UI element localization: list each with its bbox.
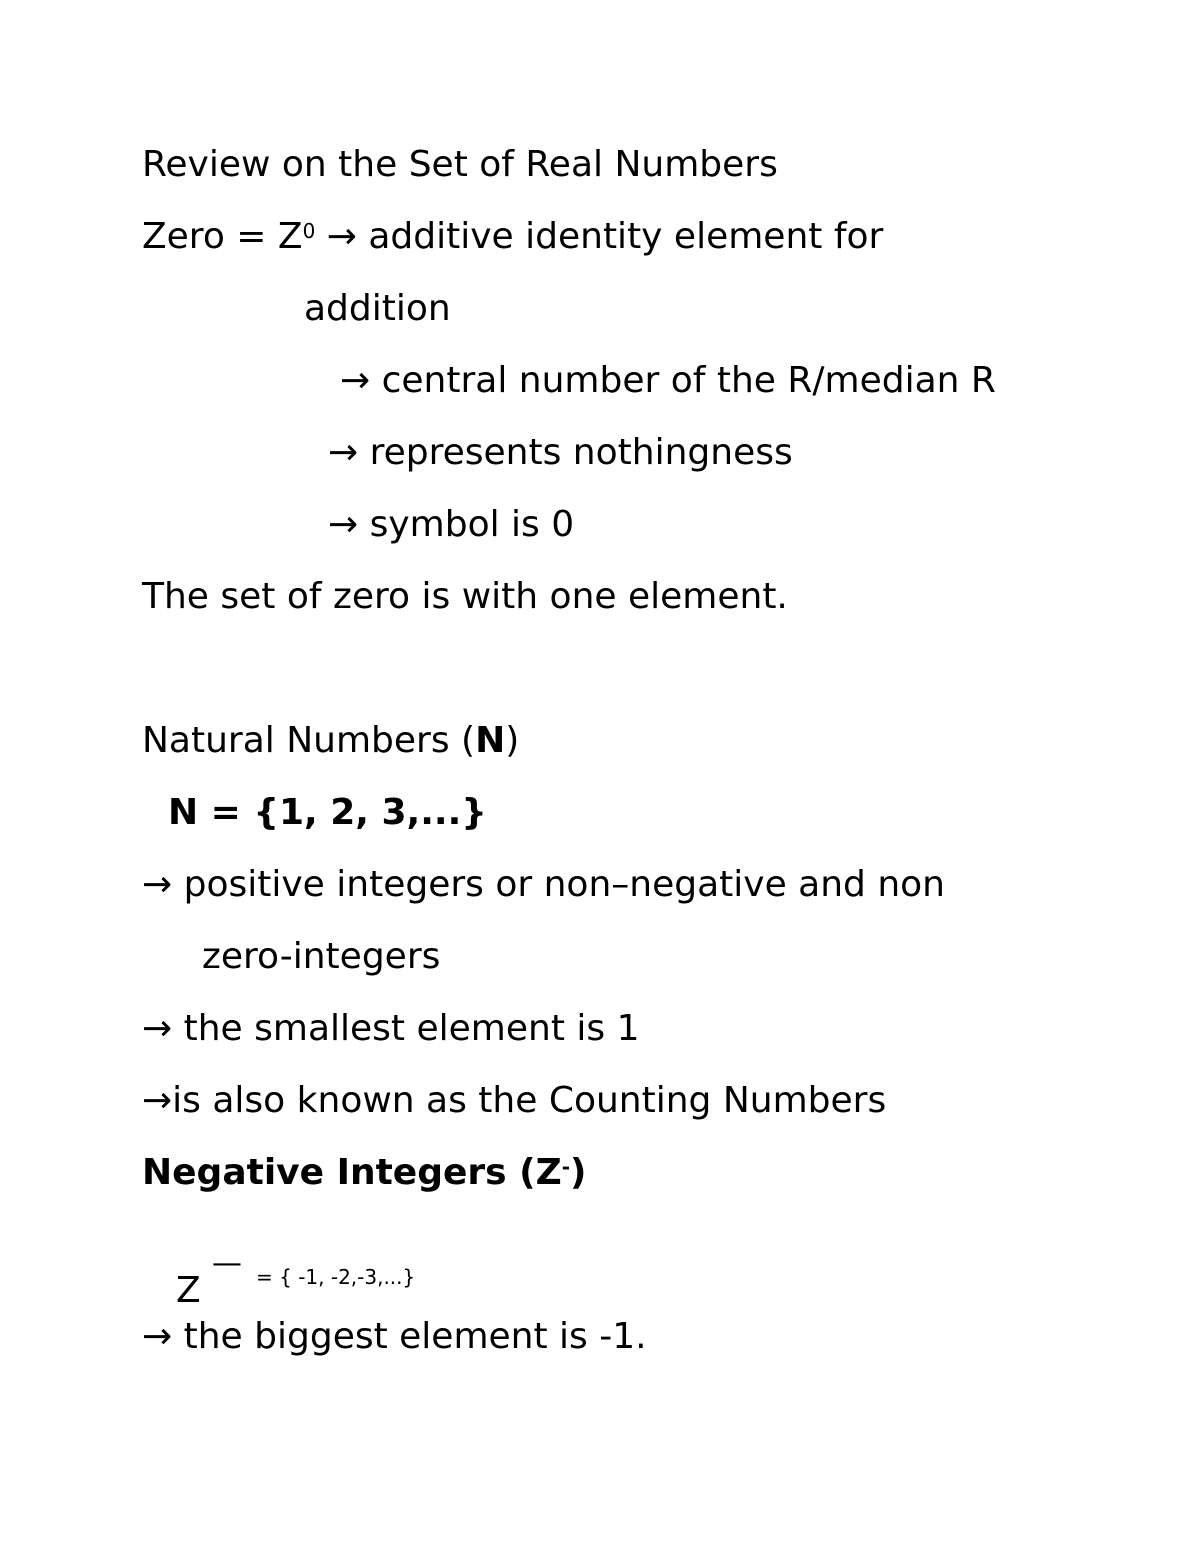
natural-heading xyxy=(142,721,519,761)
negative-bullet: → the biggest element is -1. xyxy=(142,1316,647,1357)
negative-set-letter: Z xyxy=(176,1270,201,1311)
negative-set-bar: — xyxy=(212,1246,242,1281)
natural-heading-symbol: N xyxy=(475,720,506,761)
negative-heading-close: ) xyxy=(570,1152,587,1193)
zero-continuation: addition xyxy=(304,288,451,329)
negative-heading-superscript: - xyxy=(561,1155,570,1179)
zero-arrow-2: → central number of the R/median R xyxy=(340,360,996,401)
zero-superscript: 0 xyxy=(302,219,316,243)
zero-summary: The set of zero is with one element. xyxy=(142,576,788,617)
zero-arrow-4: → symbol is 0 xyxy=(328,504,575,545)
natural-heading-text: Natural Numbers ( xyxy=(142,720,476,761)
negative-heading xyxy=(142,1153,586,1193)
page-title: Review on the Set of Real Numbers xyxy=(142,144,778,185)
natural-heading-close: ) xyxy=(505,720,520,761)
negative-set-members: = { -1, -2,-3,...} xyxy=(256,1265,416,1289)
zero-arrow-3: → represents nothingness xyxy=(328,432,793,473)
natural-bullet-2: → the smallest element is 1 xyxy=(142,1008,640,1049)
natural-bullet-1: → positive integers or non–negative and non xyxy=(142,864,945,905)
zero-definition xyxy=(142,217,883,257)
natural-bullet-3: →is also known as the Counting Numbers xyxy=(142,1080,887,1121)
natural-set: N = {1, 2, 3,...} xyxy=(168,792,487,833)
natural-bullet-1-continuation: zero-integers xyxy=(202,936,441,977)
zero-arrow-1: → additive identity element for xyxy=(315,216,884,257)
negative-heading-text: Negative Integers (Z xyxy=(142,1152,562,1193)
zero-prefix: Zero = Z xyxy=(142,216,303,257)
